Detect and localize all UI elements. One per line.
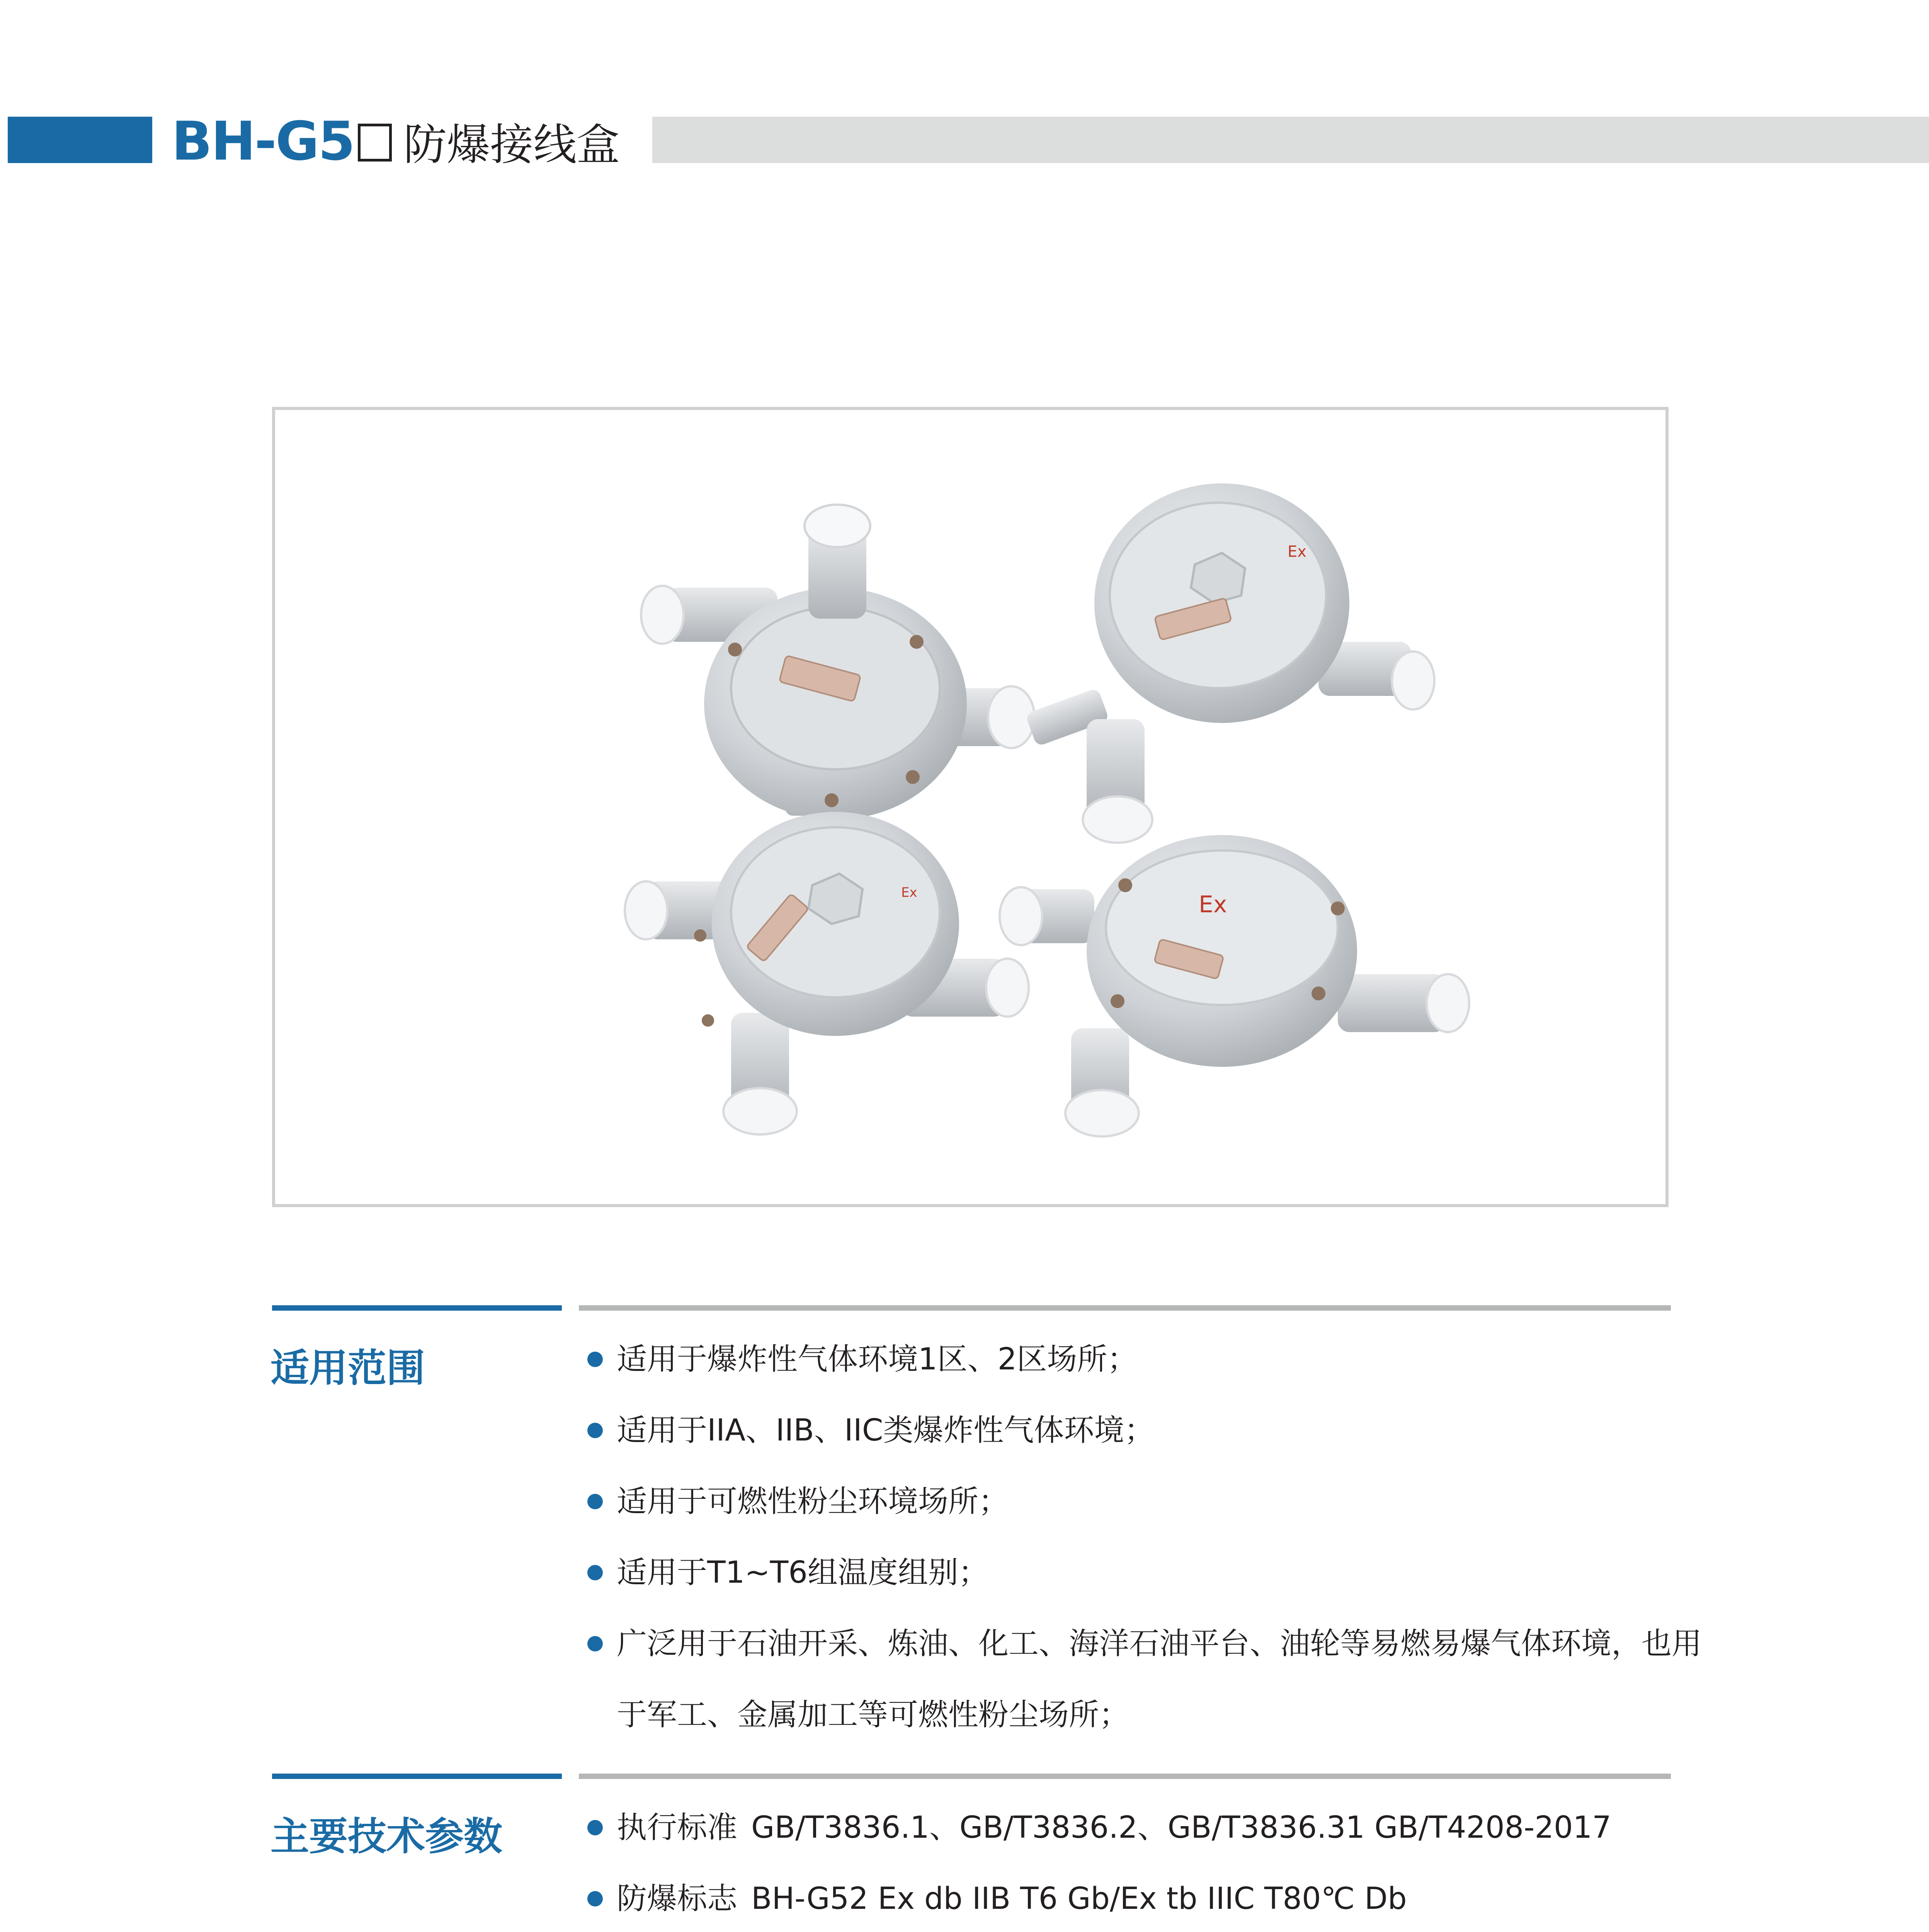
bullet-icon	[587, 1423, 603, 1438]
list-item: 广泛用于石油开采、炼油、化工、海洋石油平台、油轮等易燃易爆气体环境，也用	[587, 1608, 1702, 1679]
bullet-icon	[587, 1636, 603, 1651]
bullet-icon	[587, 1352, 603, 1367]
junction-box-3	[625, 812, 1029, 1134]
header-grey-bar	[652, 117, 1929, 163]
model-number: BH-G5	[172, 110, 354, 172]
junction-box-4	[1000, 835, 1469, 1136]
specs-list	[587, 1792, 1611, 1932]
junction-box-2	[1025, 483, 1434, 843]
header-accent-bar	[8, 117, 152, 163]
bullet-icon	[587, 1891, 603, 1906]
scope-rule-grey	[579, 1305, 1671, 1311]
junction-box-1	[641, 505, 1034, 820]
page-title	[172, 112, 620, 170]
list-item-continuation: 于军工、金属加工等可燃性粉尘场所；	[617, 1697, 1130, 1732]
scope-title: 适用范围	[270, 1345, 425, 1391]
bullet-icon	[587, 1565, 603, 1580]
bullet-icon	[587, 1494, 603, 1509]
list-item: 适用于爆炸性气体环境1区、2区场所；	[587, 1324, 1702, 1395]
product-illustration	[275, 410, 1665, 1204]
model-placeholder-box	[358, 124, 392, 162]
ex-mark-3: Ex	[1199, 891, 1227, 918]
specs-title: 主要技术参数	[270, 1814, 502, 1859]
list-item: 适用于可燃性粉尘环境场所；	[587, 1466, 1702, 1537]
list-item: 适用于IIA、IIB、IIC类爆炸性气体环境；	[587, 1395, 1702, 1466]
product-photo	[272, 407, 1669, 1207]
bullet-icon	[587, 1820, 603, 1835]
product-name: 防爆接线盒	[403, 119, 620, 170]
ex-mark-2: Ex	[901, 885, 917, 900]
spec-standard: 执行标准 GB/T3836.1、GB/T3836.2、GB/T3836.31 GB/T4208-2017	[587, 1792, 1611, 1863]
spec-exmark: 防爆标志 BH-G52 Ex db IIB T6 Gb/Ex tb IIIC T80℃ Db	[587, 1863, 1611, 1932]
list-item: 适用于T1~T6组温度组别；	[587, 1537, 1702, 1608]
ex-mark-1: Ex	[1288, 543, 1306, 561]
specs-rule-grey	[579, 1774, 1671, 1779]
scope-list	[587, 1324, 1702, 1750]
scope-rule-blue	[272, 1305, 562, 1311]
specs-rule-blue	[272, 1774, 562, 1779]
